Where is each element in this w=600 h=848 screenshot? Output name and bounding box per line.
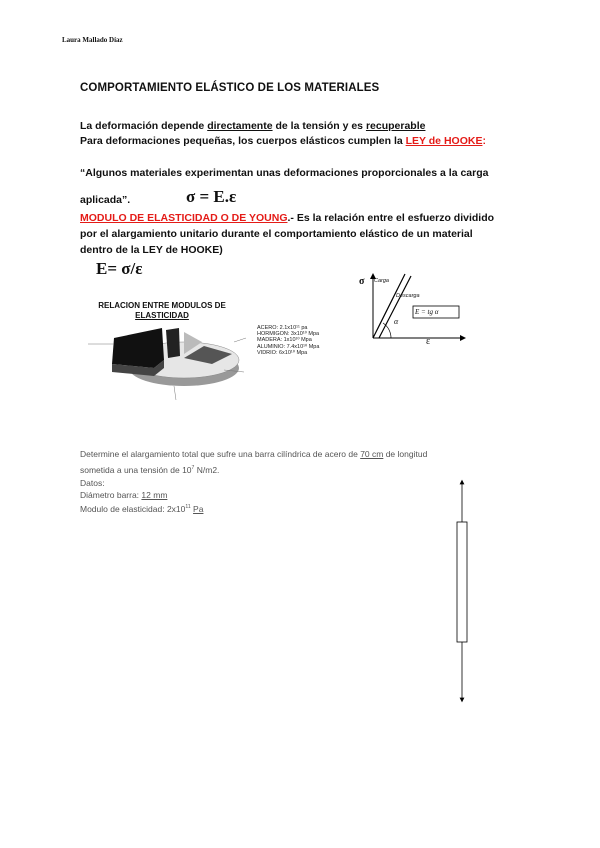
intro-underline-recuperable: recuperable [365,120,426,132]
legend-aluminio: ALUMINIO: 7.4x10¹⁰ Mpa [257,343,320,350]
problem-text-2b: N/m2. [194,465,220,475]
legend-vidrio: VIDRIO: 6x10¹⁰ Mpa [257,349,308,356]
cylindrical-bar [457,522,467,642]
intro-colon: : [482,135,486,147]
legend-hormigon: HORMIGON: 3x10¹⁰ Mpa [257,331,320,338]
problem-line-1 [80,449,427,459]
page-title: COMPORTAMIENTO ELÁSTICO DE LOS MATERIALES [80,82,380,94]
diameter-line [80,490,167,500]
young-modulus-heading: MODULO DE ELASTICIDAD O DE YOUNG [80,212,288,224]
pie-legend [257,325,319,356]
problem-line-2 [80,465,219,475]
problem-text-1b: de longitud [383,449,428,459]
problem-text-1: Determine el alargamiento total que sufre una barra cilíndrica de acero de [80,449,361,459]
young-line-3: dentro de la LEY de HOOKE) [80,244,223,256]
carga-label: Carga [374,278,389,284]
angle-arc [383,323,391,338]
problem-length: 70 cm [360,449,384,459]
young-formula: E= σ/ε [96,259,143,278]
intro-line-1 [80,120,425,132]
descarga-line [379,276,411,338]
young-line-1 [80,212,494,224]
diameter-label: Diámetro barra: [80,490,142,500]
author-name: Laura Mallado Díaz [62,36,123,44]
pie-title-line-1: RELACION ENTRE MODULOS DE [98,301,226,310]
hooke-formula: σ = E.ε [186,187,237,206]
alpha-label: α [394,317,399,326]
intro-underline-directamente: directamente [207,120,273,132]
young-line-2: por el alargamiento unitario durante el comportamiento elástico de un material [80,228,473,240]
e-tg-formula: E = tg α [415,308,439,316]
pie-slice-acero [112,328,164,368]
intro-text-2: Para deformaciones pequeñas, los cuerpos elásticos cumplen la [80,135,406,147]
legend-madera: MADERA: 1x10¹⁰ Mpa [257,337,312,344]
epsilon-label: ε [426,336,431,347]
diameter-value: 12 mm [141,490,168,500]
problem-text-2: sometida a una tensión de 10 [80,465,192,475]
problem-exp: 7 [191,465,195,472]
pie-leader-4 [174,386,176,400]
pie-title [92,301,232,321]
descarga-label: Descarga [396,293,420,299]
modulus-label: Modulo de elasticidad: 2x10 [80,504,186,514]
modulus-exp: 11 [185,504,191,511]
intro-line-2 [80,135,486,147]
sigma-label: σ [359,276,365,287]
intro-text-mid: de la tensión y es [272,120,366,132]
pie-chart [84,320,254,410]
pie-leader-2 [234,338,246,342]
modulus-unit: Pa [193,504,204,514]
young-text-1: .- Es la relación entre el esfuerzo dividido [287,212,495,224]
intro-text: La deformación depende [80,120,208,132]
legend-acero: ACERO: 2.1x10¹¹ pa [257,325,308,331]
datos-label: Datos: [80,478,105,488]
quote-line-2: aplicada”. [80,194,131,206]
hooke-law-link: LEY de HOOKE [405,135,483,147]
modulus-line [80,504,203,514]
stress-strain-graph [355,268,470,348]
pie-title-line-2: ELASTICIDAD [135,311,189,320]
bar-diagram [450,478,474,706]
quote-line-1: “Algunos materiales experimentan unas deformaciones proporcionales a la carga [80,167,489,179]
pie-slice-hormigon [166,328,180,358]
